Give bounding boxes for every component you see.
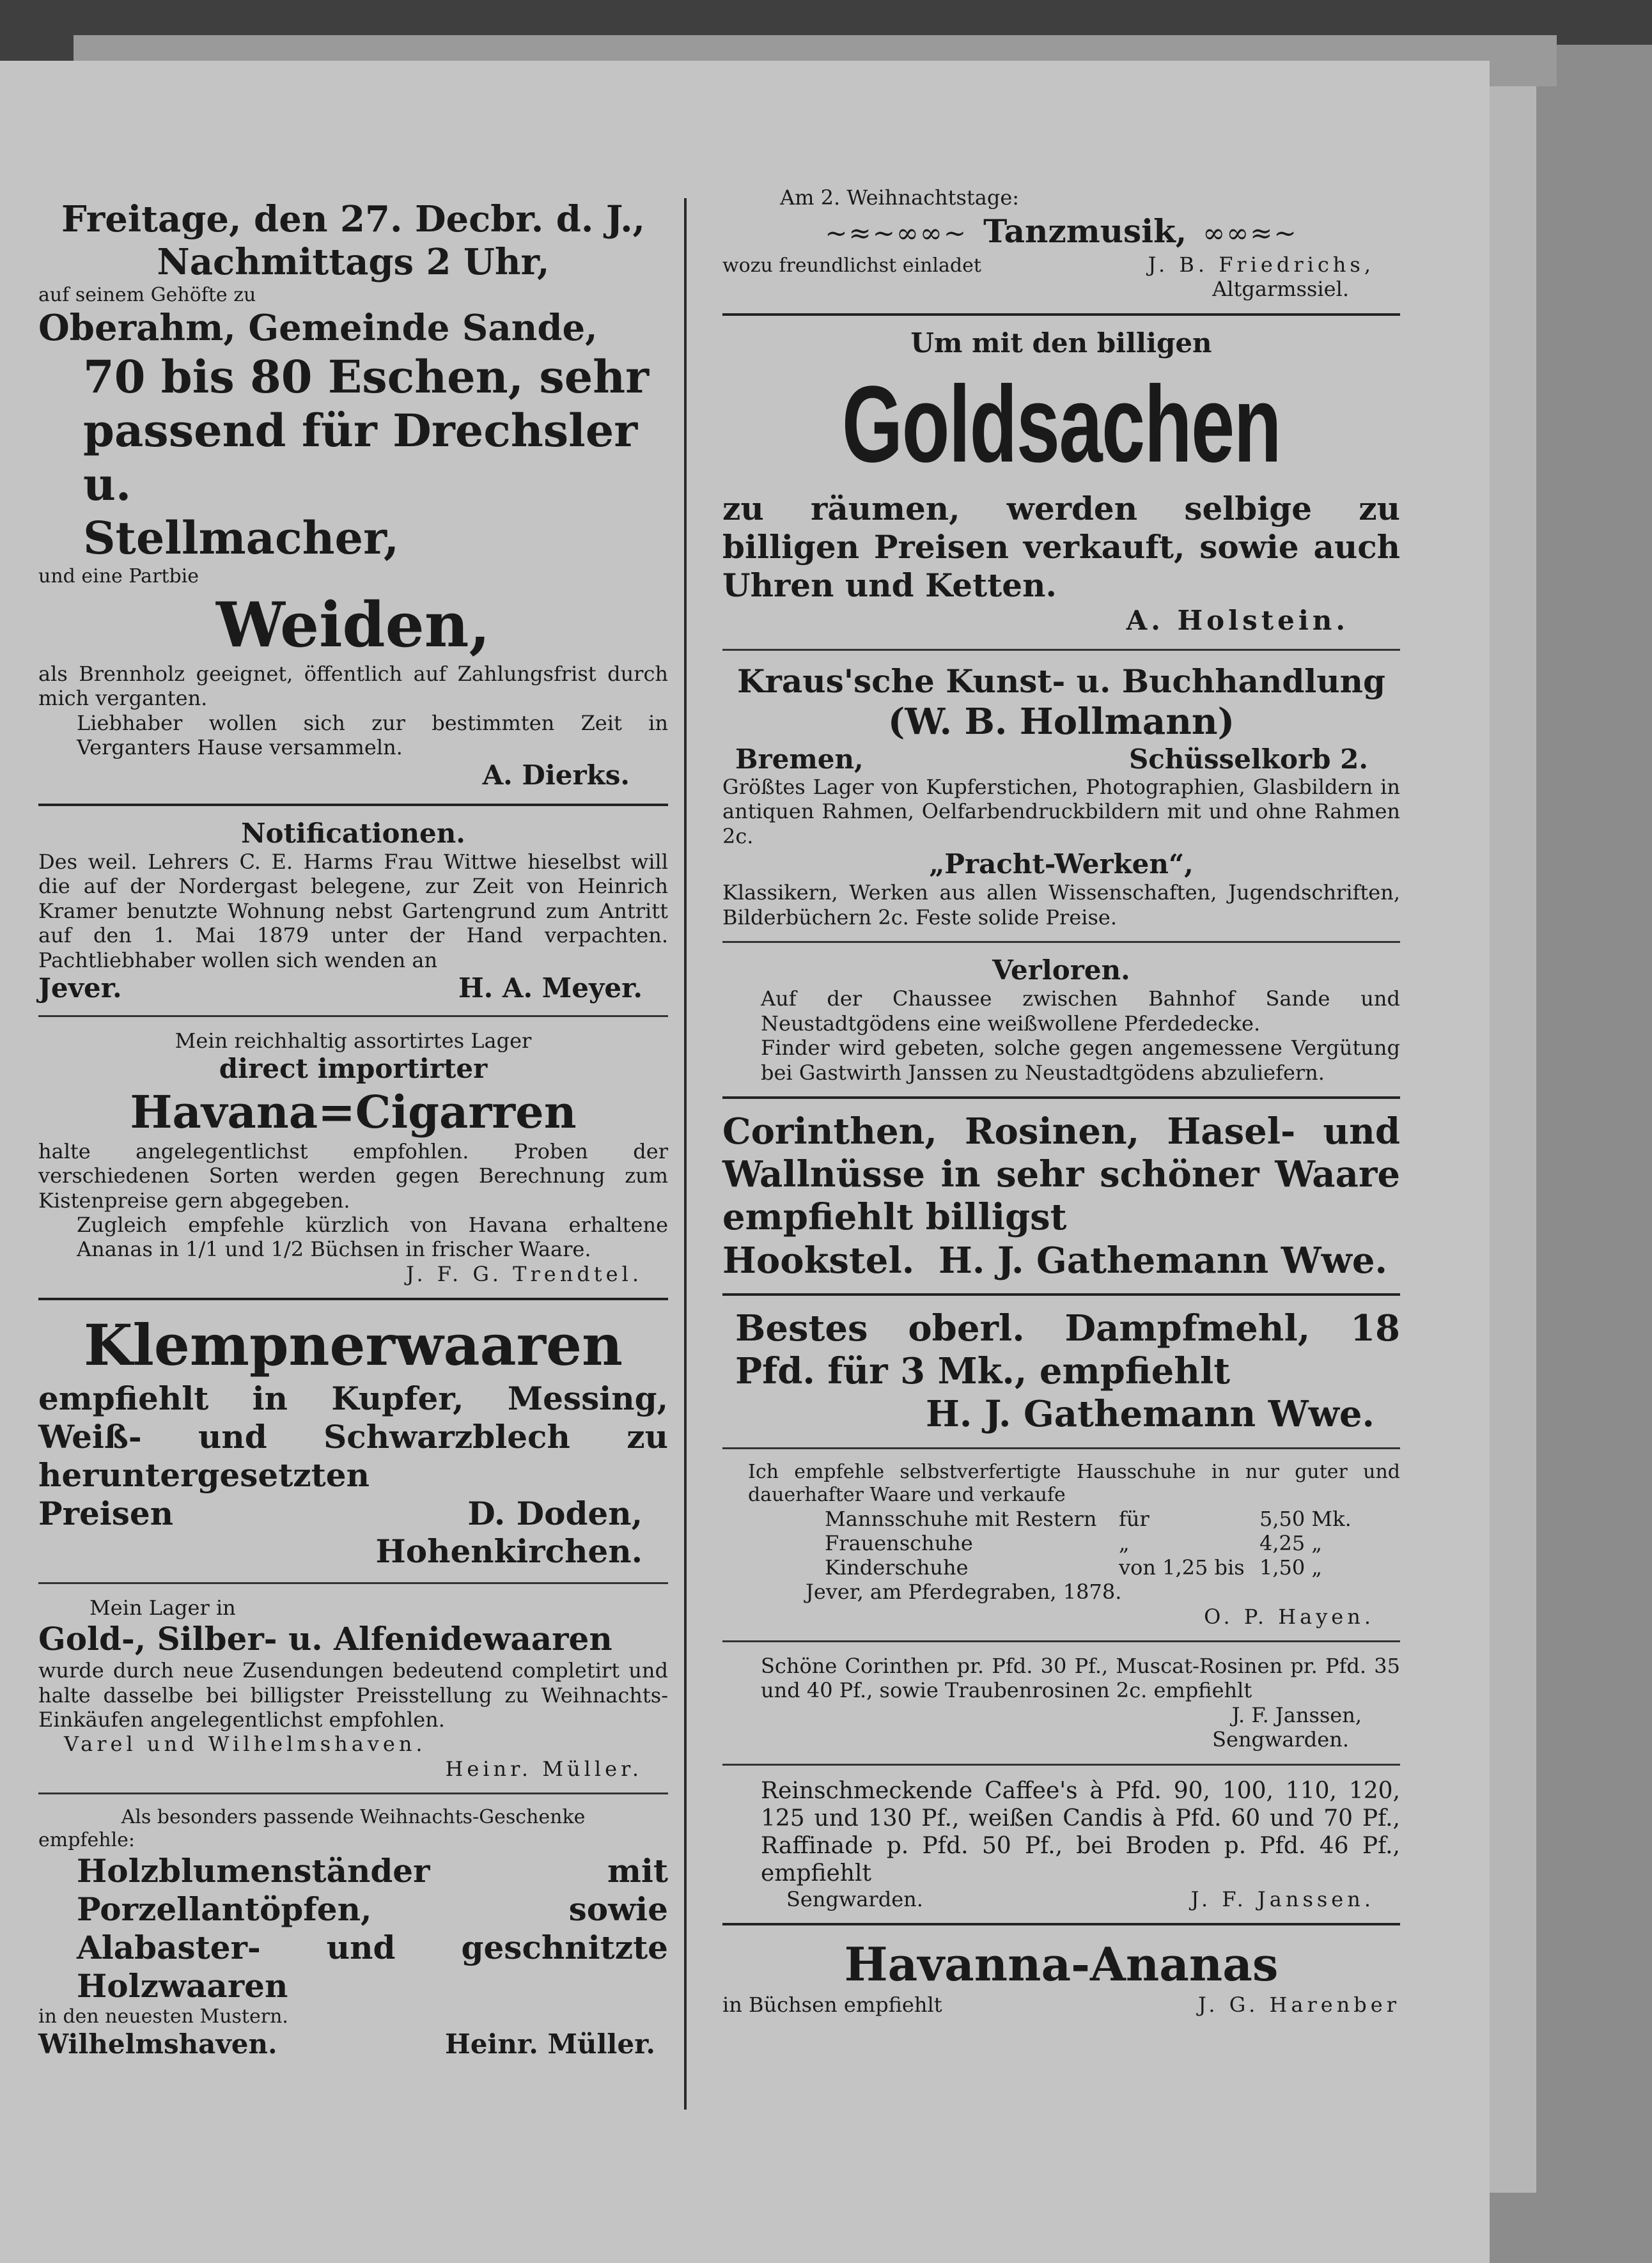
ad-place: Altgarmssiel. [1212,277,1349,302]
ad-place: Sengwarden. [1212,1727,1349,1752]
ad-mueller-geschenke [38,1806,668,2060]
ad-line: passend für Drechsler u. [83,403,638,511]
ad-signature: J. F. Janssen, [1231,1702,1362,1727]
ad-divider [722,941,1400,943]
ad-place: Hohenkirchen. [375,1532,643,1570]
ad-meyer [38,818,668,1004]
ad-place: Jever, am Pferdegraben, 1878. [806,1580,1122,1605]
ad-body: als Brennholz geeignet, öffentlich auf Zahlungsfrist durch mich verganten. [38,661,668,711]
ad-line: Oberahm, Gemeinde Sande, [38,307,598,350]
ad-address: Schüsselkorb 2. [1128,743,1368,775]
ad-divider [722,313,1400,316]
ad-divider [722,1293,1400,1296]
ad-line: Freitage, den 27. Decbr. d. J., [61,198,646,240]
right-column [722,185,1400,2017]
ad-divider [38,1793,668,1794]
ad-line: Preisen [38,1494,174,1532]
ad-body: Des weil. Lehrers C. E. Harms Frau Wittwe hieselbst will die auf der Nordergast belegene, zur Zeit von Heinrich Kramer benutzte Wohnung nebst Gartengrund zum Antritt auf den 1. Mai 1879 unter der Hand verpachten. Pachtliebhaber wollen sich wenden an [38,850,668,972]
ad-signature: Heinr. Müller. [445,1756,643,1781]
ad-doden [38,1312,668,1571]
ad-divider [38,804,668,806]
ad-dierks [38,198,668,792]
ad-signature: H. J. Gathemann Wwe. [938,1239,1387,1282]
price-value: 1,50 „ [1259,1555,1322,1580]
ad-place: Hookstel. [722,1239,915,1282]
ad-title: Havanna-Ananas [844,1937,1279,1992]
ad-divider [722,1640,1400,1642]
ad-body: Liebhaber wollen sich zur bestimmten Zeit in Verganters Hause versammeln. [77,710,668,759]
price-label: Frauenschuhe [825,1531,973,1556]
ad-line: Tanzmusik, [983,212,1187,251]
ad-line: empfehle: [38,1829,136,1852]
ad-line: Als besonders passende Weihnachts-Geschenke [121,1806,586,1829]
ad-line: direct importirter [219,1053,488,1085]
ad-signature: D. Doden, [467,1494,643,1532]
ad-friedrichs [722,185,1400,302]
ad-place: Varel und Wilhelmshaven. [64,1732,426,1757]
ad-gathemann-corinthen [722,1110,1400,1282]
ad-line: Um mit den billigen [910,327,1212,359]
ad-hayen [722,1461,1400,1629]
ad-body: Größtes Lager von Kupferstichen, Photographien, Glasbildern in antiquen Rahmen, Oelfarbendruckbildern mit und ohne Rahmen 2c. [722,774,1400,848]
price-value: 5,50 Mk. [1259,1507,1352,1532]
ad-gathemann-mehl [722,1307,1400,1436]
ad-place: Sengwarden. [786,1887,923,1912]
ad-janssen-corinthen [722,1654,1400,1752]
ad-line: Nachmittags 2 Uhr, [157,241,550,284]
ad-title: Verloren. [992,954,1130,986]
ad-body: halte angelegentlichst empfohlen. Proben der verschiedenen Sorten werden gegen Berechnung zum Kistenpreise gern abgegeben. [38,1139,668,1213]
price-value: 4,25 „ [1259,1531,1322,1556]
ad-line: Gold-, Silber- u. Alfenidewaaren [38,1620,612,1658]
ad-janssen-caffee [722,1777,1400,1912]
ornament: ∞∞≈~ [1203,217,1298,249]
ad-body: zu räumen, werden selbige zu billigen Preisen verkauft, sowie auch Uhren und Ketten. [722,490,1400,605]
ad-body: Klassikern, Werken aus allen Wissenschaften, Jugendschriften, Bilderbüchern 2c. Feste solide Preise. [722,880,1400,929]
ad-body: empfiehlt in Kupfer, Messing, Weiß- und Schwarzblech zu heruntergesetzten [38,1379,668,1494]
ad-line: (W. B. Hollmann) [887,700,1235,743]
ad-place: Wilhelmshaven. [38,2028,277,2060]
ad-body: Zugleich empfehle kürzlich von Havana erhaltene Ananas in 1/1 und 1/2 Büchsen in frischer Waare. [77,1213,668,1262]
ad-trendtel [38,1029,668,1286]
ad-divider [38,1015,668,1017]
price-label: Kinderschuhe [825,1555,969,1580]
price-mid: „ [1119,1531,1130,1556]
ad-line: Mein Lager in [90,1595,236,1620]
ad-body: Auf der Chaussee zwischen Bahnhof Sande und Neustadtgödens eine weißwollene Pferdedecke. [761,986,1400,1036]
ad-harenber [722,1937,1400,2016]
ad-line: und eine Partbie [38,564,199,587]
ad-signature: O. P. Hayen. [1204,1604,1375,1629]
price-label: Mannsschuhe mit Restern [825,1507,1097,1532]
ad-signature: J. B. Friedrichs, [1148,253,1375,277]
ad-line: 70 bis 80 Eschen, sehr [83,350,650,403]
ad-line: in Büchsen empfiehlt [722,1992,942,2017]
ad-signature: A. Holstein. [1126,605,1349,637]
ad-body: Corinthen, Rosinen, Hasel- und Wallnüsse in sehr schöner Waare empfiehlt billigst [722,1110,1400,1239]
ad-divider [722,1923,1400,1925]
ornament: ~≈~∞∞~ [825,217,968,249]
ad-line: „Pracht-Werken“, [929,848,1194,880]
ad-kraus [722,662,1400,930]
ad-body: Ich empfehle selbstverfertigte Hausschuhe in nur guter und dauerhafter Waare und verkaufe [748,1461,1400,1507]
ad-body: Schöne Corinthen pr. Pfd. 30 Pf., Muscat-Rosinen pr. Pfd. 35 und 40 Pf., sowie Traubenrosinen 2c. empfiehlt [761,1653,1400,1703]
ad-body: Bestes oberl. Dampfmehl, 18 Pfd. für 3 Mk., empfiehlt [735,1307,1400,1392]
ad-body: wurde durch neue Zusendungen bedeutend completirt und halte dasselbe bei billigster Preisstellung zu Weihnachts-Einkäufen angelegentlichst empfohlen. [38,1658,668,1732]
ad-line: Weiden, [216,588,490,661]
ad-line: wozu freundlichst einladet [722,254,981,277]
left-column [38,198,668,2060]
ad-signature: J. G. Harenber [1198,1992,1400,2017]
ad-divider [38,1582,668,1584]
ad-signature: H. J. Gathemann Wwe. [925,1392,1375,1435]
ad-divider [722,1447,1400,1449]
ad-line: Mein reichhaltig assortirtes Lager [175,1029,532,1054]
ad-body: Reinschmeckende Caffee's à Pfd. 90, 100, 110, 120, 125 und 130 Pf., weißen Candis à Pfd. 60 und 70 Pf., Raffinade p. Pfd. 50 Pf., bei Broden p. Pfd. 46 Pf., empfiehlt [761,1777,1400,1887]
ad-title: Klempnerwaaren [83,1312,623,1379]
ad-divider [38,1298,668,1300]
ad-line: Havana=Cigarren [130,1085,577,1139]
ad-verloren [722,954,1400,1085]
price-mid: von 1,25 bis [1119,1555,1245,1580]
price-row [722,1531,1400,1555]
ad-holstein [722,327,1400,637]
ad-headline: Goldsachen [841,364,1281,486]
ad-place: Jever. [38,972,122,1004]
ad-divider [722,1764,1400,1766]
ad-body: Finder wird gebeten, solche gegen angemessene Vergütung bei Gastwirth Janssen zu Neustadtgödens abzuliefern. [761,1036,1400,1085]
ad-divider [722,649,1400,651]
ad-body: Holzblumenständer mit Porzellantöpfen, sowie Alabaster- und geschnitzte Holzwaaren [77,1852,668,2005]
ad-title: Notificationen. [241,817,465,849]
ad-line: Am 2. Weihnachtstage: [780,185,1020,210]
ad-line: Kraus'sche Kunst- u. Buchhandlung [737,662,1385,700]
price-row [722,1555,1400,1580]
ad-divider [722,1096,1400,1099]
ad-signature: J. F. G. Trendtel. [406,1261,643,1286]
ad-mueller-gold [38,1596,668,1781]
ad-signature: Heinr. Müller. [445,2028,655,2060]
ad-signature: H. A. Meyer. [458,972,643,1004]
ad-place: Bremen, [735,743,864,775]
column-divider [684,198,687,2110]
price-row [722,1507,1400,1531]
ad-line: auf seinem Gehöfte zu [38,284,256,307]
price-mid: für [1119,1507,1149,1532]
ad-line: in den neuesten Mustern. [38,2005,288,2028]
ad-line: Stellmacher, [83,511,400,564]
ad-signature: J. F. Janssen. [1190,1887,1375,1912]
ad-signature: A. Dierks. [482,759,630,791]
